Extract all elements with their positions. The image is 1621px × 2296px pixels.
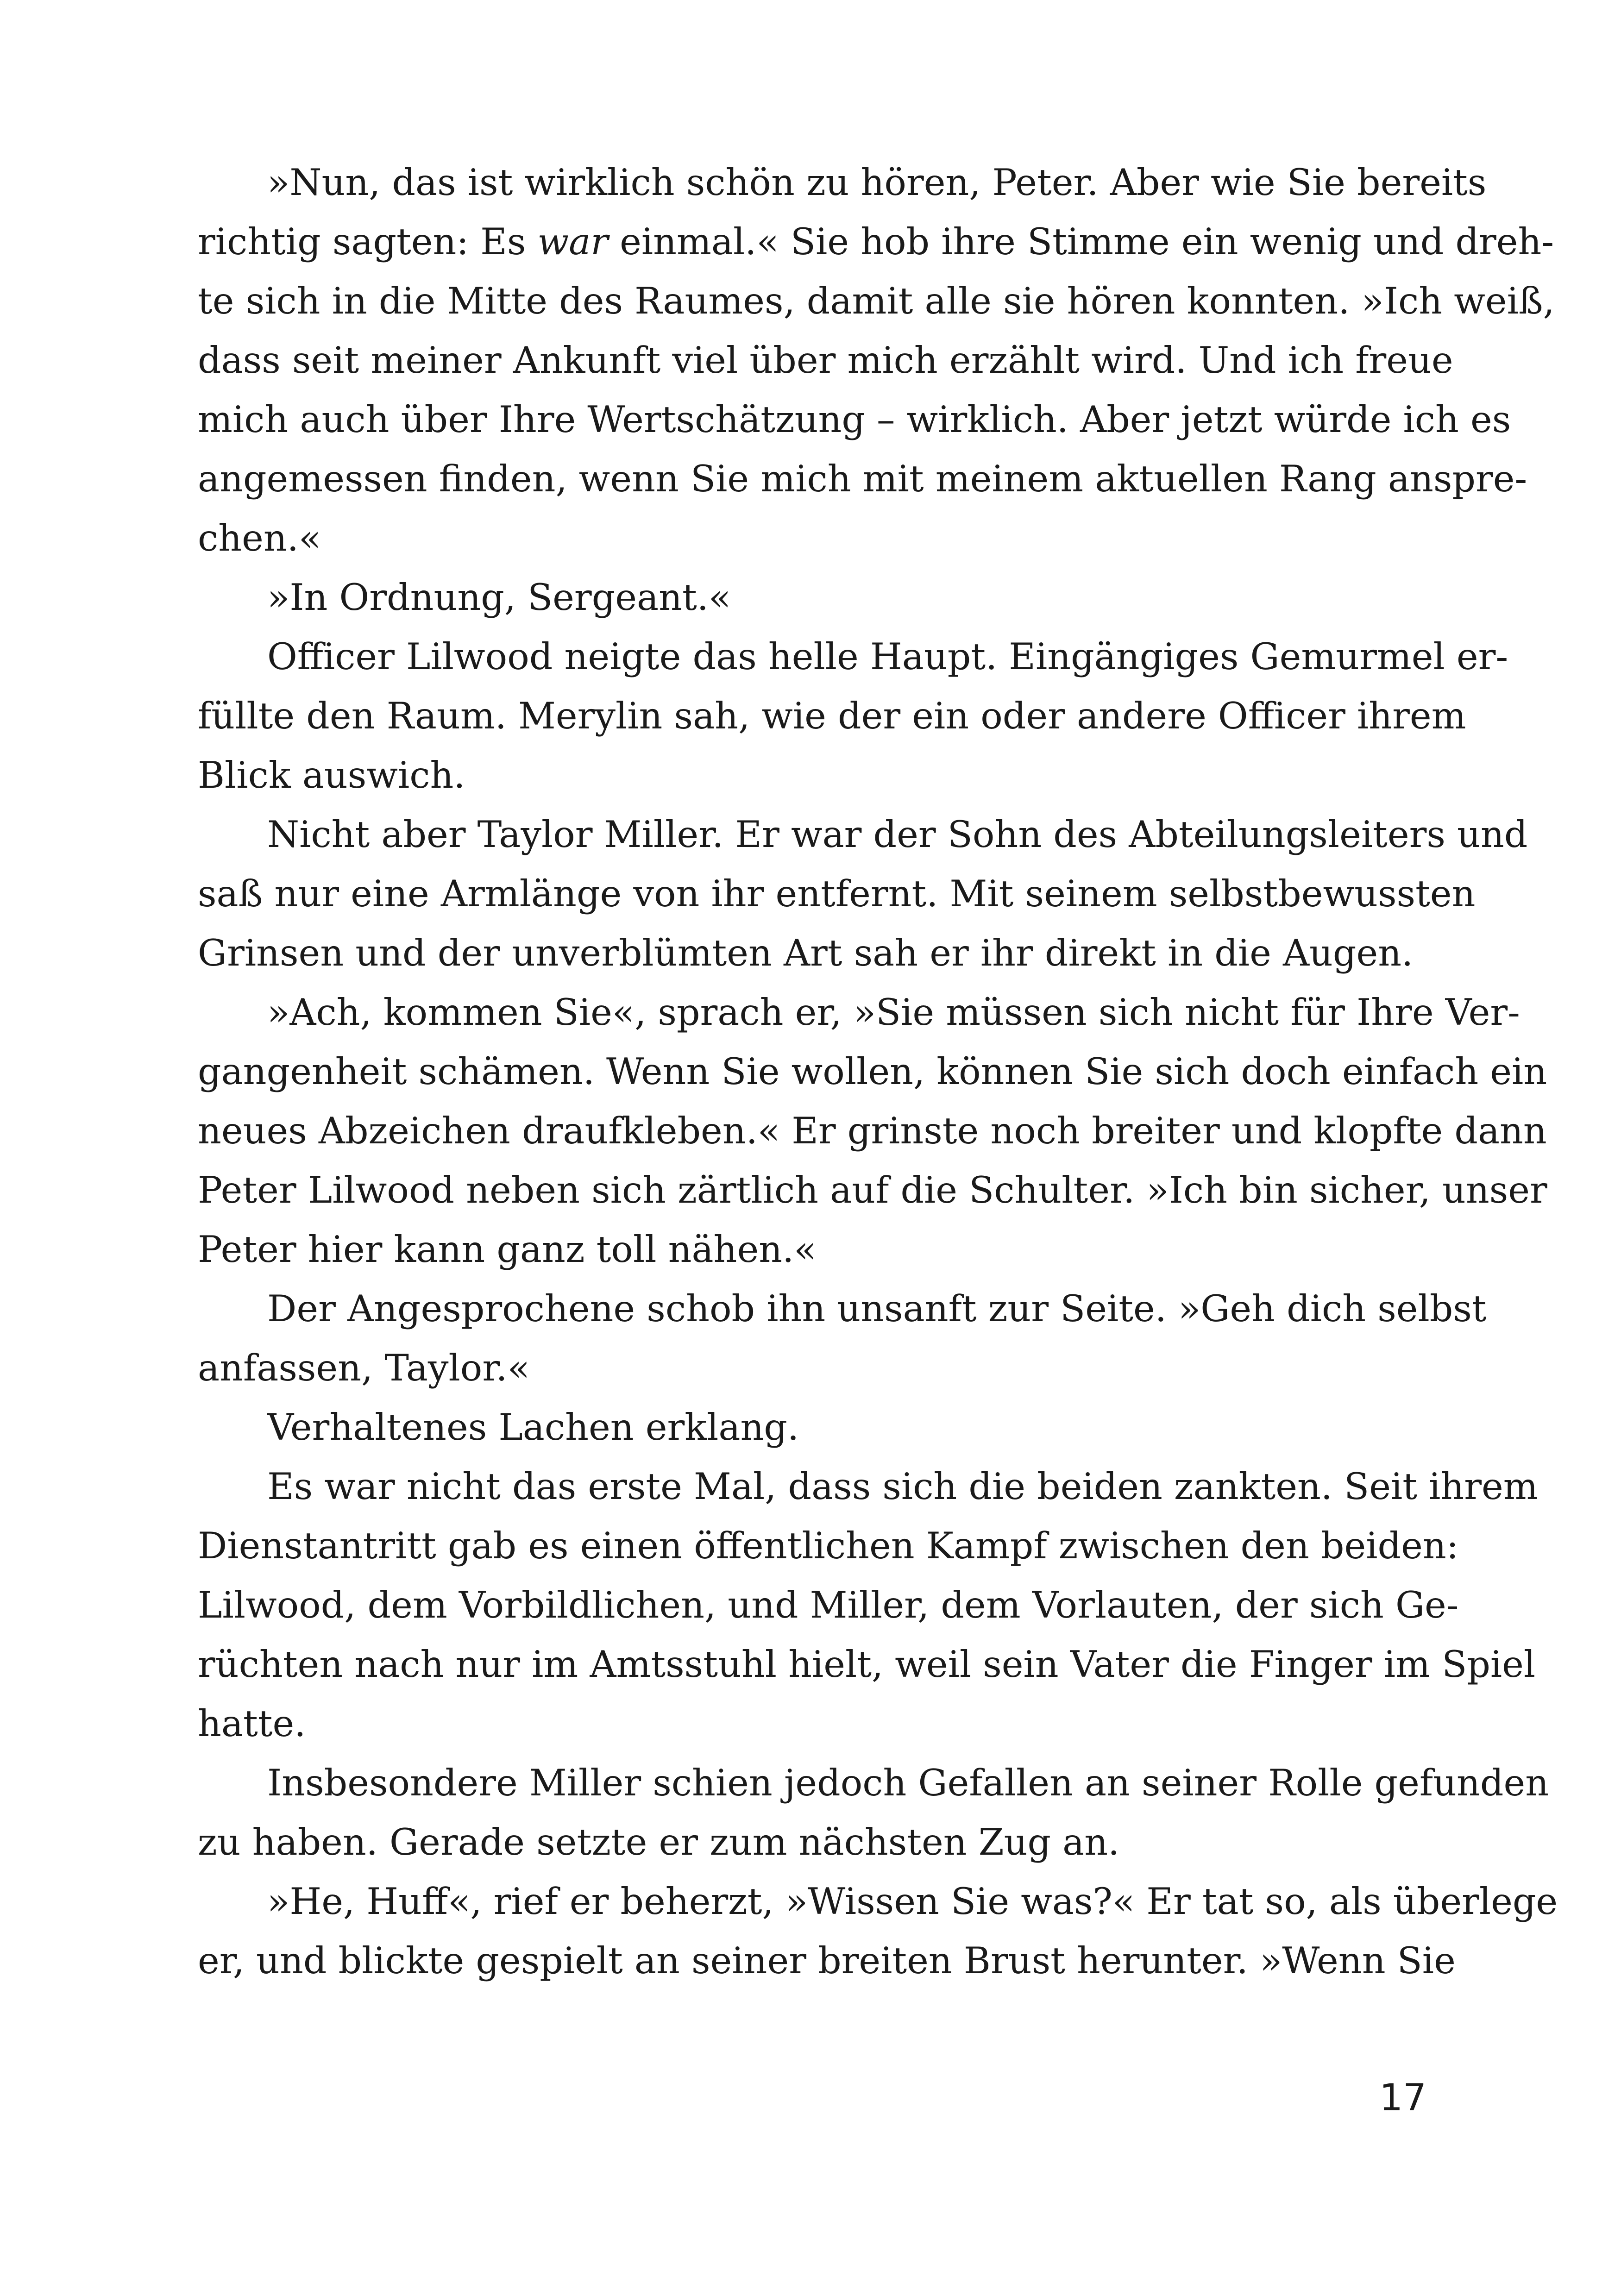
text-line: Grinsen und der unverblümten Art sah er ihr direkt in die Augen. [198, 932, 1414, 974]
text-line: Der Angesprochene schob ihn unsanft zur Seite. »Geh dich selbst [267, 1287, 1487, 1330]
text-line: te sich in die Mitte des Raumes, damit alle sie hören konnten. »Ich weiß, [198, 280, 1555, 322]
text-line: Verhaltenes Lachen erklang. [267, 1406, 799, 1449]
text-line: Nicht aber Taylor Miller. Er war der Sohn des Abteilungsleiters und [267, 813, 1528, 856]
text-line: »In Ordnung, Sergeant.« [267, 576, 731, 619]
text-line: »Nun, das ist wirklich schön zu hören, Peter. Aber wie Sie bereits [267, 161, 1487, 204]
text-line: hatte. [198, 1702, 306, 1745]
text-line: dass seit meiner Ankunft viel über mich erzählt wird. Und ich freue [198, 339, 1453, 382]
text-line: rüchten nach nur im Amtsstuhl hielt, weil sein Vater die Finger im Spiel [198, 1643, 1536, 1686]
text-line: Dienstantritt gab es einen öffentlichen Kampf zwischen den beiden: [198, 1524, 1459, 1567]
text-line: richtig sagten: Es war einmal.« Sie hob ihre Stimme ein wenig und dreh- [198, 220, 1554, 263]
text-line: chen.« [198, 517, 321, 559]
text-line: Peter hier kann ganz toll nähen.« [198, 1228, 817, 1271]
text-line: Blick auswich. [198, 754, 465, 797]
text-line: Lilwood, dem Vorbildlichen, und Miller, dem Vorlauten, der sich Ge- [198, 1584, 1459, 1626]
text-line: mich auch über Ihre Wertschätzung – wirklich. Aber jetzt würde ich es [198, 398, 1511, 441]
text-line: anfassen, Taylor.« [198, 1347, 530, 1389]
text-line: zu haben. Gerade setzte er zum nächsten Zug an. [198, 1821, 1120, 1863]
text-line: »Ach, kommen Sie«, sprach er, »Sie müssen sich nicht für Ihre Ver- [267, 991, 1520, 1034]
text-line: »He, Huff«, rief er beherzt, »Wissen Sie was?« Er tat so, als überlege [267, 1880, 1558, 1923]
text-line: gangenheit schämen. Wenn Sie wollen, können Sie sich doch einfach ein [198, 1050, 1547, 1093]
text-line: Es war nicht das erste Mal, dass sich die beiden zankten. Seit ihrem [267, 1465, 1538, 1508]
text-line: Officer Lilwood neigte das helle Haupt. Eingängiges Gemurmel er- [267, 635, 1508, 678]
text-line: er, und blickte gespielt an seiner breiten Brust herunter. »Wenn Sie [198, 1939, 1456, 1982]
text-line: saß nur eine Armlänge von ihr entfernt. Mit seinem selbstbewussten [198, 872, 1476, 915]
text-line: neues Abzeichen draufkleben.« Er grinste noch breiter und klopfte dann [198, 1110, 1547, 1152]
text-line: angemessen finden, wenn Sie mich mit meinem aktuellen Rang anspre- [198, 458, 1527, 500]
text-line: Peter Lilwood neben sich zärtlich auf die Schulter. »Ich bin sicher, unser [198, 1169, 1547, 1211]
text-line: füllte den Raum. Merylin sah, wie der ein oder andere Officer ihrem [198, 695, 1466, 737]
page-number: 17 [1379, 2076, 1426, 2119]
body-text [198, 153, 1558, 1990]
text-line: Insbesondere Miller schien jedoch Gefallen an seiner Rolle gefunden [267, 1762, 1549, 1804]
